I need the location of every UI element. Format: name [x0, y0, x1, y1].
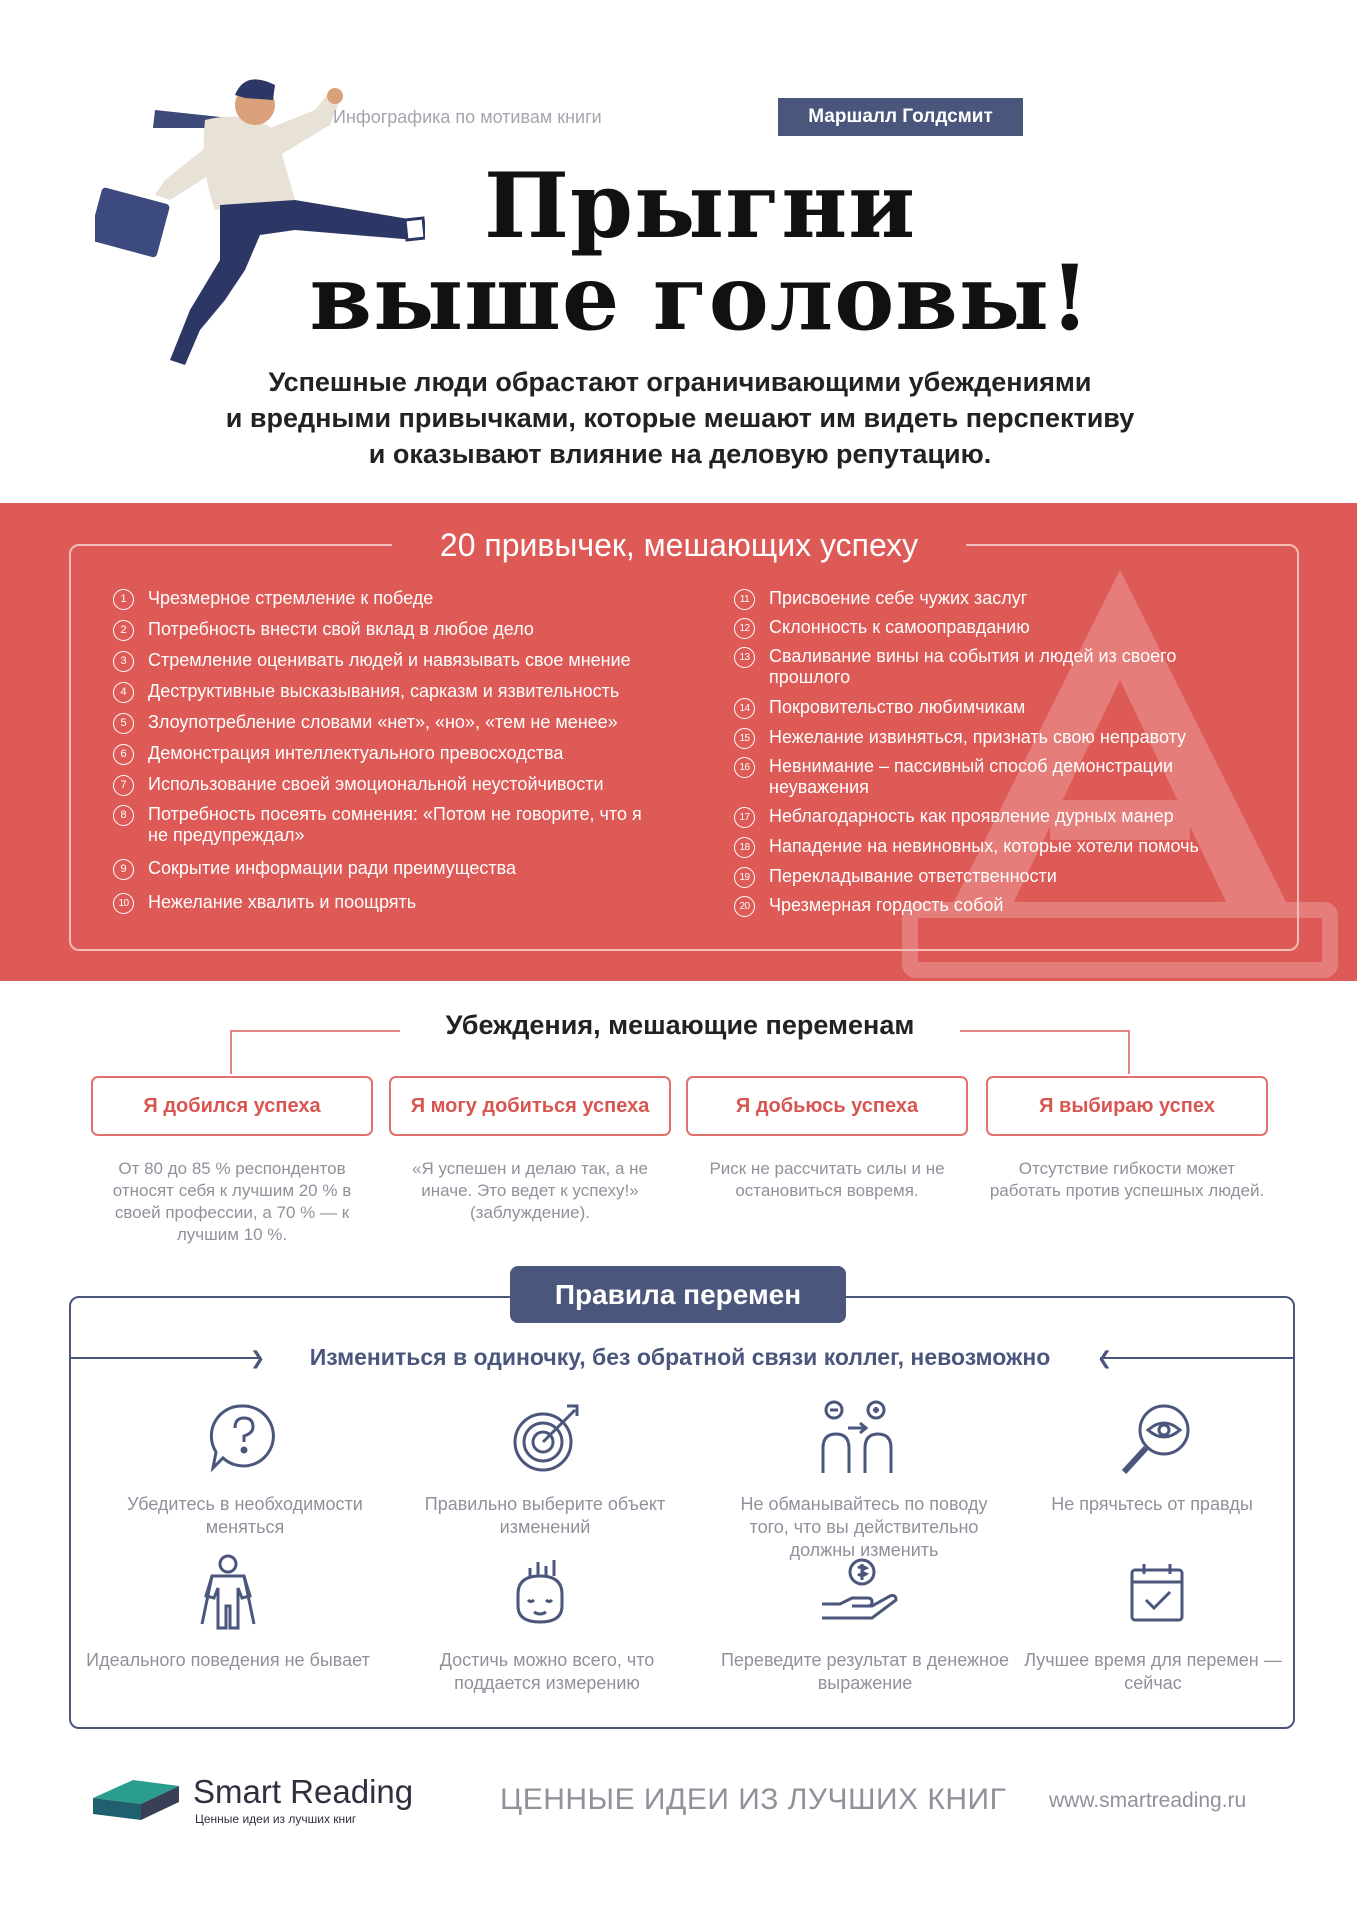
habit-number: 17 [734, 807, 755, 828]
rules-title: Правила перемен [510, 1266, 846, 1323]
rule-text: Не прячьтесь от правды [1051, 1494, 1253, 1514]
habit-item [113, 650, 713, 672]
right-arrow-line [1100, 1357, 1293, 1359]
book-title [270, 153, 1130, 351]
habit-text: Злоупотребление словами «нет», «но», «тем не менее» [148, 712, 618, 732]
habit-item [734, 617, 1274, 639]
arrow-left-icon: ❮ [1097, 1348, 1113, 1368]
habit-item [113, 743, 713, 765]
habit-item [113, 681, 713, 703]
rule-text: Переведите результат в денежное выражение [720, 1650, 1010, 1693]
belief-box: Я добился успеха [91, 1076, 373, 1136]
belief-box: Я добьюсь успеха [686, 1076, 968, 1136]
habit-number: 14 [734, 698, 755, 719]
arrow-right-icon: ❯ [250, 1348, 266, 1368]
habit-text: Демонстрация интеллектуального превосходства [148, 743, 564, 763]
lead-line-1: Успешные люди обрастают ограничивающими убеждениями [268, 367, 1092, 397]
habit-number: 18 [734, 837, 755, 858]
habit-text: Невнимание – пассивный способ демонстрации неуважения [769, 756, 1174, 797]
belief-box: Я выбираю успех [986, 1076, 1268, 1136]
belief-box: Я могу добиться успеха [389, 1076, 671, 1136]
habit-number: 8 [113, 805, 134, 826]
habit-number: 11 [734, 589, 755, 610]
rule-text: Лучшее время для перемен — сейчас [1024, 1650, 1282, 1693]
footer-slogan: ЦЕННЫЕ ИДЕИ ИЗ ЛУЧШИХ КНИГ [500, 1783, 1007, 1816]
habit-text: Неблагодарность как проявление дурных манер [769, 806, 1174, 826]
author-badge: Маршалл Голдсмит [778, 98, 1023, 136]
superhero-icon [188, 1554, 268, 1634]
habit-number: 5 [113, 713, 134, 734]
magnifier-eye-icon [1118, 1398, 1198, 1478]
habit-item [113, 858, 713, 880]
habit-number: 10 [113, 893, 134, 914]
calendar-check-icon [1118, 1554, 1198, 1634]
habit-number: 6 [113, 744, 134, 765]
habit-text: Деструктивные высказывания, сарказм и язвительность [148, 681, 620, 701]
rule-text: Убедитесь в необходимости меняться [127, 1494, 363, 1537]
rule-text: Достичь можно всего, что поддается измерению [439, 1650, 655, 1693]
habit-text: Перекладывание ответственности [769, 866, 1057, 886]
habit-number: 4 [113, 682, 134, 703]
lead-line-3: и оказывают влияние на деловую репутацию. [368, 439, 992, 469]
habit-text: Присвоение себе чужих заслуг [769, 588, 1028, 608]
hand-money-icon [818, 1554, 898, 1634]
lead-text [150, 364, 1210, 472]
habit-item [734, 806, 1274, 828]
belief-description: От 80 до 85 % респондентов относят себя к лучшим 20 % в своей профессии, а 70 % — к лучшим 10 %. [112, 1159, 352, 1244]
lead-line-2: и вредными привычками, которые мешают им видеть перспективу [225, 403, 1135, 433]
habit-text: Стремление оценивать людей и навязывать свое мнение [148, 650, 631, 670]
habit-number: 15 [734, 728, 755, 749]
left-arrow-line [71, 1357, 261, 1359]
rule-text: Правильно выберите объект изменений [424, 1494, 666, 1537]
habit-item [734, 727, 1274, 749]
title-line-2: выше головы! [309, 245, 1091, 351]
head-chart-icon [500, 1554, 580, 1634]
habit-number: 19 [734, 867, 755, 888]
rules-subtitle: Измениться в одиночку, без обратной связи коллег, невозможно [309, 1344, 1051, 1370]
habit-number: 7 [113, 775, 134, 796]
belief-description: «Я успешен и делаю так, а не иначе. Это ведет к успеху!» (заблуждение). [412, 1159, 648, 1222]
habit-text: Использование своей эмоциональной неустойчивости [148, 774, 604, 794]
habit-text: Сокрытие информации ради преимущества [148, 858, 516, 878]
habit-item [734, 756, 1234, 798]
habit-text: Нападение на невиновных, которые хотели помочь [769, 836, 1199, 856]
infographic-subtitle: Инфографика по мотивам книги [333, 107, 602, 127]
habit-number: 1 [113, 589, 134, 610]
habit-item [113, 712, 713, 734]
beliefs-title: Убеждения, мешающие переменам [400, 1005, 960, 1045]
habit-item [734, 646, 1234, 688]
habit-text: Нежелание извиняться, признать свою неправоту [769, 727, 1187, 747]
habit-text: Покровительство любимчикам [769, 697, 1026, 717]
smart-reading-logo-icon [93, 1776, 179, 1820]
habit-number: 12 [734, 618, 755, 639]
habit-item [734, 895, 1274, 917]
question-bubble-icon [203, 1398, 283, 1478]
habit-text: Потребность посеять сомнения: «Потом не говорите, что я не предупреждал» [148, 804, 642, 845]
title-line-1: Прыгни [484, 153, 916, 259]
belief-description: Отсутствие гибкости может работать против успешных людей. [989, 1159, 1265, 1200]
habit-number: 13 [734, 647, 755, 668]
habit-item [734, 697, 1274, 719]
habit-number: 2 [113, 620, 134, 641]
habit-text: Чрезмерная гордость собой [769, 895, 1004, 915]
people-thinking-icon [818, 1398, 898, 1478]
habit-item [734, 866, 1274, 888]
habit-text: Склонность к самооправданию [769, 617, 1030, 637]
habit-text: Сваливание вины на события и людей из своего прошлого [769, 646, 1177, 687]
target-icon [505, 1398, 585, 1478]
habit-item [734, 836, 1274, 858]
habit-item [113, 588, 713, 610]
habits-title: 20 привычек, мешающих успеху [392, 525, 966, 565]
habit-number: 3 [113, 651, 134, 672]
habit-text: Потребность внести свой вклад в любое дело [148, 619, 534, 639]
habit-item [113, 892, 713, 914]
brand-tagline: Ценные идеи из лучших книг [195, 1812, 357, 1826]
habit-number: 9 [113, 859, 134, 880]
habit-number: 20 [734, 896, 755, 917]
rule-text: Не обманывайтесь по поводу того, что вы действительно должны изменить [740, 1494, 988, 1560]
habit-item [113, 804, 643, 846]
habit-item [113, 619, 713, 641]
habit-item [113, 774, 713, 796]
habit-text: Чрезмерное стремление к победе [148, 588, 434, 608]
website-link[interactable]: www.smartreading.ru [1049, 1789, 1247, 1812]
habit-text: Нежелание хвалить и поощрять [148, 892, 417, 912]
brand-name: Smart Reading [193, 1773, 414, 1810]
rule-text: Идеального поведения не бывает [86, 1650, 370, 1670]
habit-number: 16 [734, 757, 755, 778]
belief-description: Риск не рассчитать силы и не остановиться вовремя. [709, 1159, 945, 1200]
habit-item [734, 588, 1274, 610]
